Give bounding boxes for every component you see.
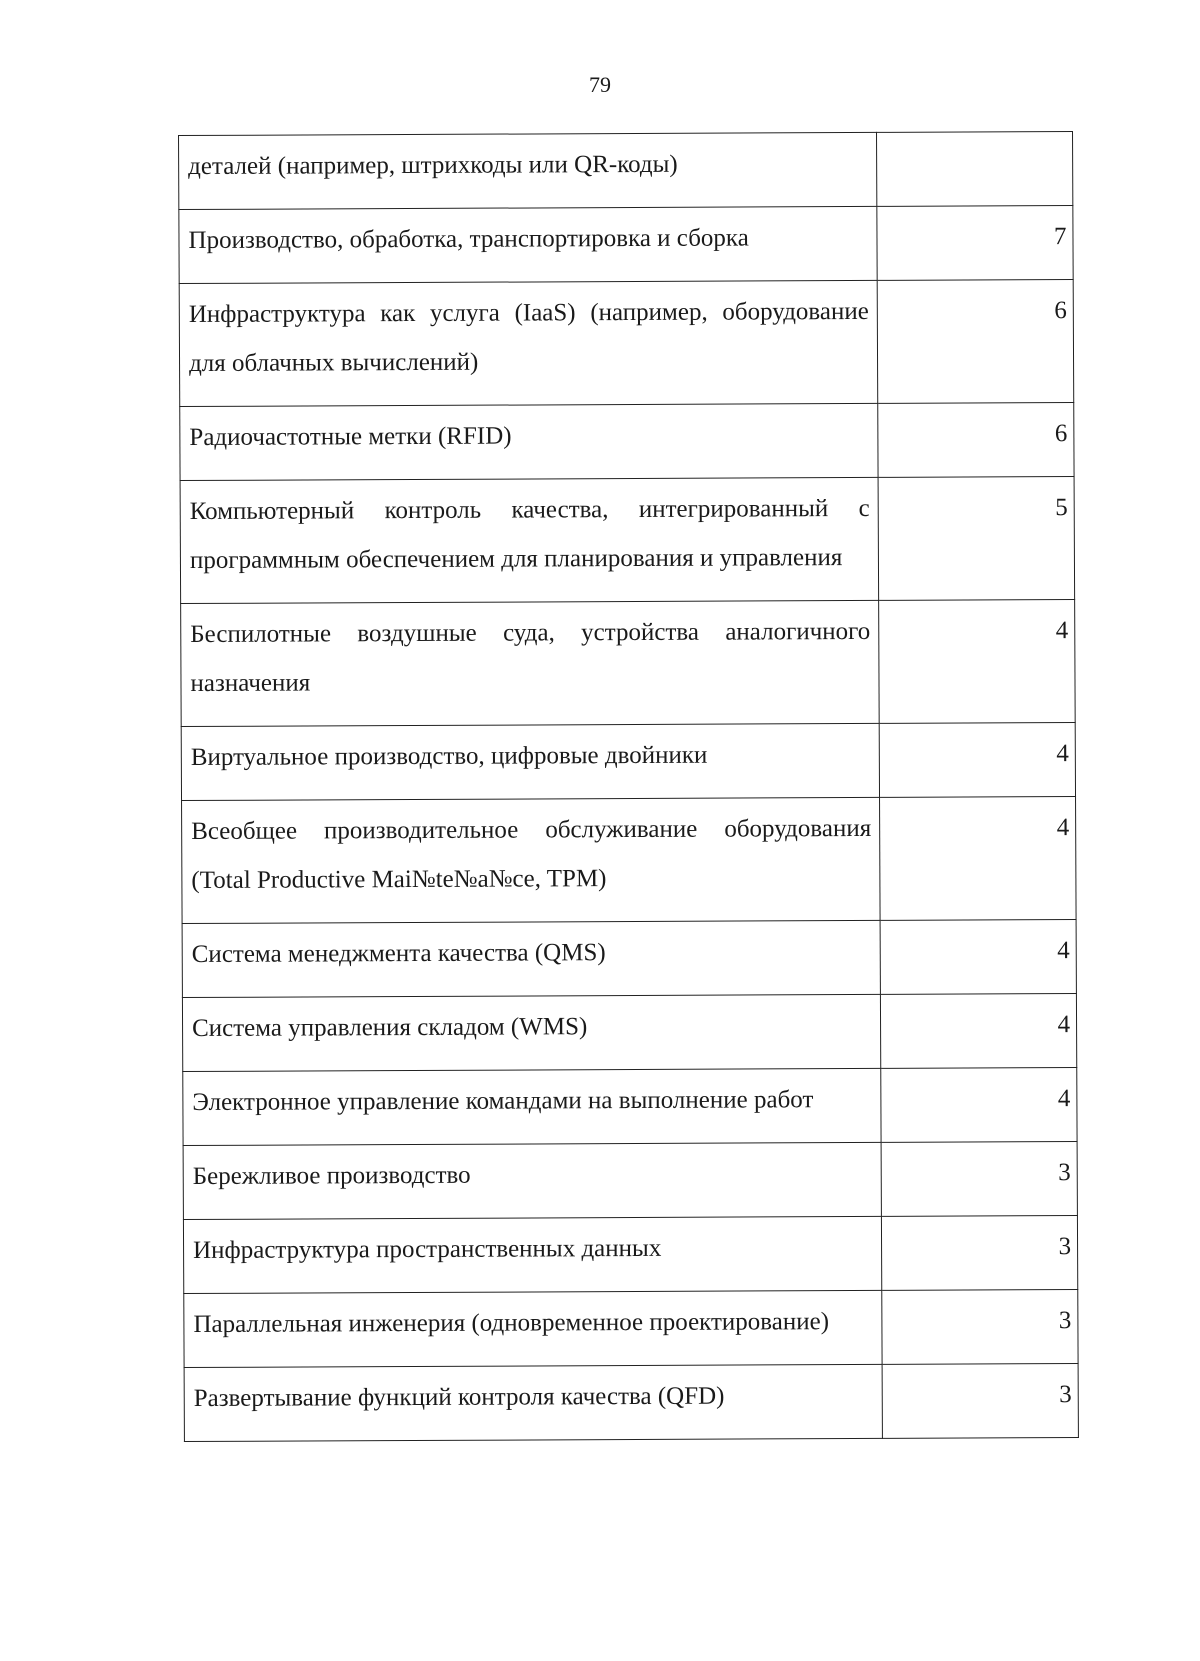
table-row: [181, 722, 1075, 800]
row-text: Бережливое производство: [183, 1142, 881, 1219]
row-value: 3: [882, 1289, 1078, 1364]
row-value: 7: [877, 206, 1073, 281]
row-value: 6: [877, 280, 1074, 404]
row-text: Параллельная инженерия (одновременное проектирование): [184, 1290, 882, 1367]
row-value: 3: [882, 1363, 1078, 1438]
row-text: Электронное управление командами на выполнение работ: [183, 1068, 881, 1145]
page-number: 79: [589, 72, 611, 97]
row-text: Система управления складом (WMS): [182, 994, 880, 1071]
row-value: 5: [878, 476, 1075, 600]
row-value: 4: [879, 722, 1075, 797]
row-text: Инфраструктура как услуга (IaaS) (например, оборудование для облачных вычислений): [179, 280, 878, 406]
table-row: [182, 796, 1077, 923]
table-row: [182, 993, 1076, 1071]
table-row: [183, 1067, 1077, 1145]
row-text: Развертывание функций контроля качества (QFD): [184, 1364, 882, 1441]
table-row: [183, 1141, 1077, 1219]
row-text: деталей (например, штрихкоды или QR-коды): [179, 132, 877, 209]
table-row: [181, 599, 1076, 726]
table-row: [179, 280, 1074, 407]
table-row: [183, 1215, 1077, 1293]
row-value: 4: [880, 796, 1077, 920]
row-text: Радиочастотные метки (RFID): [180, 403, 878, 480]
row-text: Всеобщее производительное обслуживание оборудования (Total Productive Mai№te№a№ce, TPM): [182, 797, 881, 923]
row-value: 6: [878, 402, 1074, 477]
row-value: 3: [881, 1141, 1077, 1216]
row-value: 4: [880, 919, 1076, 994]
row-text: Система менеджмента качества (QMS): [182, 920, 880, 997]
table-row: [182, 919, 1076, 997]
row-value: [877, 132, 1073, 207]
table-row: [180, 476, 1075, 603]
row-text: Инфраструктура пространственных данных: [183, 1216, 881, 1293]
row-text: Производство, обработка, транспортировка и сборка: [179, 206, 877, 283]
row-text: Беспилотные воздушные суда, устройства аналогичного назначения: [181, 600, 880, 726]
table-row: [180, 402, 1074, 480]
row-text: Компьютерный контроль качества, интегрированный с программным обеспечением для планирования и управления: [180, 477, 879, 603]
row-text: Виртуальное производство, цифровые двойники: [181, 723, 879, 800]
table-row: [184, 1363, 1078, 1441]
row-value: 4: [879, 599, 1076, 723]
row-value: 3: [881, 1215, 1077, 1290]
table-row: [179, 132, 1073, 210]
row-value: 4: [880, 993, 1076, 1068]
table-row: [184, 1289, 1078, 1367]
row-value: 4: [881, 1067, 1077, 1142]
table-row: [179, 206, 1073, 284]
technology-table: [178, 131, 1079, 1442]
